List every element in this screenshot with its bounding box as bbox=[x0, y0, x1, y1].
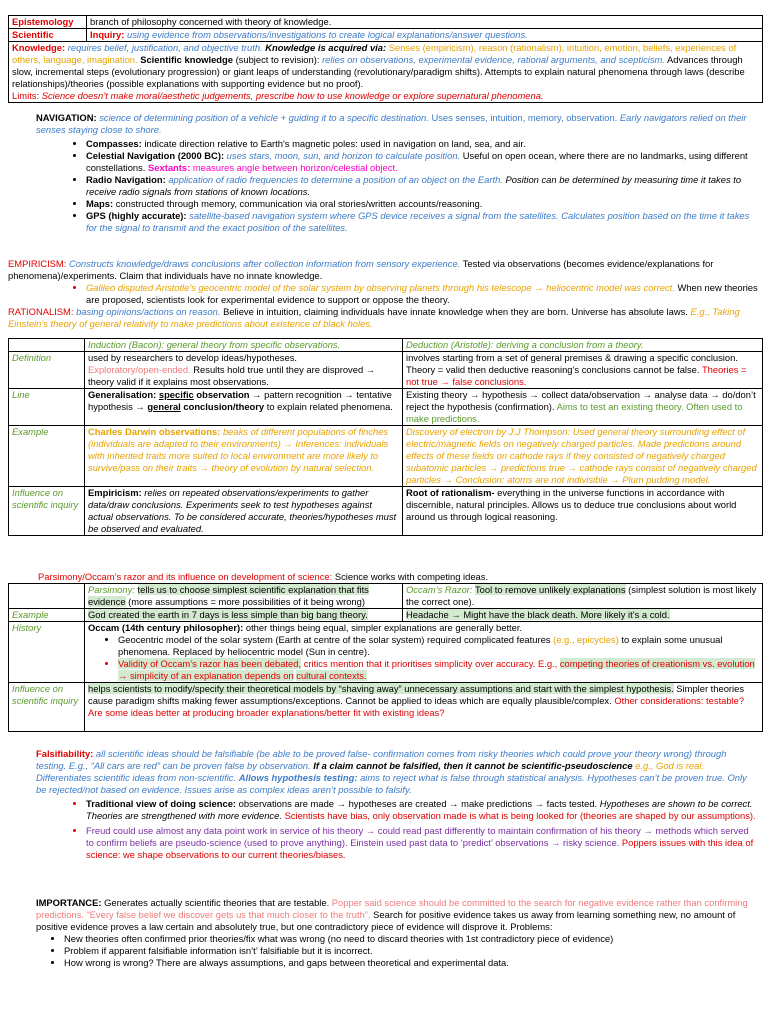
navigation-section bbox=[36, 112, 756, 234]
empiricism-section bbox=[8, 258, 763, 330]
list-item: • Galileo disputed Aristotle’s geocentric model of the solar system by observing planets through his telescope → heliocentric model was correct. When new theories are proposed, scientists look for experimental evidence to support or oppose the theory. bbox=[86, 282, 763, 306]
importance-section bbox=[36, 897, 758, 969]
list-item: • Maps: constructed through memory, communication via oral stories/written accounts/reasoning. bbox=[86, 198, 756, 210]
list-item: • New theories often confirmed prior theories/fix what was wrong (no need to discard theories with 1st contradictory piece of evidence) bbox=[64, 933, 758, 945]
scientific-label: Scientific bbox=[9, 29, 87, 42]
row-label: Influence on scientific inquiry bbox=[9, 487, 85, 536]
parsimony-heading: Parsimony/Occam’s razor and its influence on development of science: Science works with competing ideas. bbox=[38, 571, 489, 582]
parsimony-example: God created the earth in 7 days is less simple than big bang theory. bbox=[85, 609, 403, 622]
occams-example: Headache → Might have the black death. More likely it’s a cold. bbox=[403, 609, 763, 622]
occams-razor-header: Occam’s Razor: Tool to remove unlikely explanations (simplest solution is most likely the correct one). bbox=[403, 584, 763, 609]
falsifiability-intro: Falsifiability: all scientific ideas should be falsifiable (be able to be proved false- confirmation comes from risky theories which could prove your theory wrong) through testing. E.g., “All cars are red” can be proven false by observation. If a claim cannot be falsified, then it cannot be scientific-pseudoscience e.g., God is real. Differentiates scientific ideas from non-scientific. Allows hypothesis testing: aims to reject what is false through statistical analysis. Hypotheses can’t be proven true. Only be rejected/not based on evidence. Issues arise as complex ideas aren’t possible to falsify. bbox=[36, 748, 747, 795]
list-item: • GPS (highly accurate): satellite-based navigation system where GPS device receives a signal from the satellites. Calculates position based on the time it takes for the signal to transmit and the exact position of the satellites. bbox=[86, 210, 756, 234]
deduction-line: Existing theory → hypothesis → collect data/observation → analyse data → do/don’t reject the hypothesis (confirmation). Aims to test an existing theory. Often used to make predictions. bbox=[403, 389, 763, 426]
list-item: • Problem if apparent falsifiable information isn’t’ falsifiable but it is incorrect. bbox=[64, 945, 758, 957]
epistemology-table bbox=[8, 15, 763, 103]
list-item: • Geocentric model of the solar system (Earth at centre of the solar system) required complicated features (e.g., epicycles) to explain some unusual phenomena. Replaced by heliocentric model (Sun in centre). bbox=[118, 634, 759, 658]
empiricism-intro: EMPIRICISM: Constructs knowledge/draws conclusions after collection information from sensory experience. Tested via observations (becomes evidence/explanations for phenomena)/experiments. Claim that individuals have no innate knowledge. bbox=[8, 258, 714, 281]
inquiry-cell: Inquiry: using evidence from observations/investigations to create logical explanations/answer questions. bbox=[87, 29, 763, 42]
importance-intro: IMPORTANCE: Generates actually scientific theories that are testable. Popper said science should be committed to the search for negative evidence rather than confirming predictions. “Every false belief we discover gets us that much closer to the truth”. Search for positive evidence takes us away from learning something new, no amount of positive evidence proves a law certain and absolutely true, but one contradictory piece of evidence will disprove it. Problems: bbox=[36, 897, 748, 932]
induction-line: Generalisation: specific observation → pattern recognition → tentative hypothesis → general conclusion/theory to explain related phenomena. bbox=[85, 389, 403, 426]
induction-header: Induction (Bacon): general theory from specific observations. bbox=[85, 339, 403, 352]
falsifiability-list bbox=[36, 798, 758, 861]
list-item: • Validity of Occam’s razor has been debated, critics mention that it prioritises simplicity over accuracy. E.g., competing theories of creationism vs. evolution → simplicity of an explanation depends on cultural contexts. bbox=[118, 658, 759, 682]
parsimony-section bbox=[8, 571, 763, 732]
row-label: Example bbox=[9, 426, 85, 487]
row-label: Example bbox=[9, 609, 85, 622]
list-item: • Traditional view of doing science: observations are made → hypotheses are created → make predictions → facts tested. Hypotheses are shown to be correct. Theories are strengthened with more evidence. Scientists have bias, only observation made is what is being looked for (theories are shaped by our assumptions). bbox=[86, 798, 758, 822]
influence-cell: helps scientists to modify/specify their theoretical models by “shaving away” unnecessary assumptions and start with the simplest hypothesis. Simpler theories cause paradigm shifts making fewer assumptions/exceptions. Cannot be applied to ideas which are equally plausible/complex. Other considerations: testable? Are some ideas better at producing broader explanations/better fit with existing ideas? bbox=[85, 683, 763, 732]
list-item: • Radio Navigation: application of radio frequencies to determine a position of an object on the Earth. Position can be determined by measuring time it takes to receive radio signals from stations of known locations. bbox=[86, 174, 756, 198]
navigation-intro: NAVIGATION: science of determining position of a vehicle + guiding it to a specific destination. Uses senses, intuition, memory, observation. Early navigators relied on their senses staying close to shore. bbox=[36, 112, 747, 135]
list-item: • Freud could use almost any data point work in service of his theory → could read past differently to maintain confirmation of his theory → methods which served to confirm beliefs are pseudo-science (used to prove anything). Einstein used past data to ‘predict’ observations → risky science. Poppers issues with this idea of science: we shape observations to our current theories/biases. bbox=[86, 825, 758, 861]
empiricism-list bbox=[8, 282, 763, 306]
list-item: • Celestial Navigation (2000 BC): uses stars, moon, sun, and horizon to calculate position. Useful on open ocean, where there are no landmarks, using different constellations. Sextants: measures angle between horizon/celestial object. bbox=[86, 150, 756, 174]
induction-definition: used by researchers to develop ideas/hypotheses. Exploratory/open-ended. Results hold true until they are disproved → theory valid if it explains most observations. bbox=[85, 352, 403, 389]
induction-example: Charles Darwin observations: beaks of different populations of finches (individuals are adapted to their environments) → Inferences: individuals with inherited traits more suited to local environment are more likely to survive/pass on their traits → theory of evolution by natural selection. bbox=[85, 426, 403, 487]
deduction-example: Discovery of electron by J.J Thompson: Used general theory surrounding effect of electric/magnetic fields on negatively charged particles. Made predictions around effects of these fields on cathode rays if they consisted of negatively charged subatomic particles → predictions true → cathode rays consist of negatively charged particles → Conclusion: atoms are not indivisible → Plum pudding model. bbox=[403, 426, 763, 487]
epistemology-def: branch of philosophy concerned with theory of knowledge. bbox=[87, 16, 763, 29]
induction-influence: Empiricism: relies on repeated observations/experiments to gather data/draw conclusions. Experiments seek to test hypotheses against actual observations. To be considered accurate, theories/hypotheses must be observed and evaluated. bbox=[85, 487, 403, 536]
induction-deduction-table bbox=[8, 338, 763, 536]
row-label: Line bbox=[9, 389, 85, 426]
row-label: History bbox=[9, 622, 85, 683]
list-item: • How wrong is wrong? There are always assumptions, and gaps between theoretical and experimental data. bbox=[64, 957, 758, 969]
problems-list bbox=[36, 933, 758, 969]
deduction-influence: Root of rationalism- everything in the universe functions in accordance with discernible, natural principles. Allows us to deduce true conclusions about world around us through logical reasoning. bbox=[403, 487, 763, 536]
navigation-list bbox=[36, 138, 756, 234]
list-item: • Compasses: indicate direction relative to Earth's magnetic poles: used in navigation on land, sea, and air. bbox=[86, 138, 756, 150]
deduction-header: Deduction (Aristotle): deriving a conclusion from a theory. bbox=[403, 339, 763, 352]
rationalism-intro: RATIONALISM: basing opinions/actions on reason. Believe in intuition, claiming individuals have innate knowledge when they are born. Universe has absolute laws. E.g., Taking Einstein’s theory of general relativity to make predictions about existence of black holes. bbox=[8, 306, 740, 329]
row-label: Influence on scientific inquiry bbox=[9, 683, 85, 732]
deduction-definition: involves starting from a set of general premises & drawing a specific conclusion. Theory = valid then deductive reasoning’s conclusions cannot be false. Theories = not true → false conclusions. bbox=[403, 352, 763, 389]
row-label: Definition bbox=[9, 352, 85, 389]
parsimony-header: Parsimony: tells us to choose simplest scientific explanation that fits evidence (more assumptions = more possibilities of it being wrong) bbox=[85, 584, 403, 609]
falsifiability-section bbox=[36, 748, 758, 861]
epistemology-label: Epistemology bbox=[9, 16, 87, 29]
knowledge-cell: Knowledge: requires belief, justification, and objective truth. Knowledge is acquired via: Senses (empiricism), reason (rationalism), intuition, emotion, beliefs, experiences of others, language, imagination. Scientific knowledge (subject to revision): relies on observations, experimental evidence, rational arguments, and scepticism. Advances through slow, incremental steps (evolutionary progression) or giant leaps of understanding (revolutionary/paradigm shifts). Attempts to explain natural phenomena through laws (describe relationships)/theories (possible explanations with supporting evidence but no proof). Limits: Science doesn’t make moral/aesthetic judgements, prescribe how to use knowledge or explore supernatural phenomena. bbox=[9, 42, 763, 103]
history-cell: Occam (14th century philosopher): other things being equal, simpler explanations are generally better. • Geocentric model of the solar system (Earth at centre of the solar system) required complicated features (e.g., epicycles) to explain some unusual phenomena. Replaced by heliocentric model (Sun in centre). • Validity of Occam’s razor has been debated, critics mention that it prioritises simplicity over accuracy. E.g., competing theories of creationism vs. evolution → simplicity of an explanation depends on cultural contexts. bbox=[85, 622, 763, 683]
